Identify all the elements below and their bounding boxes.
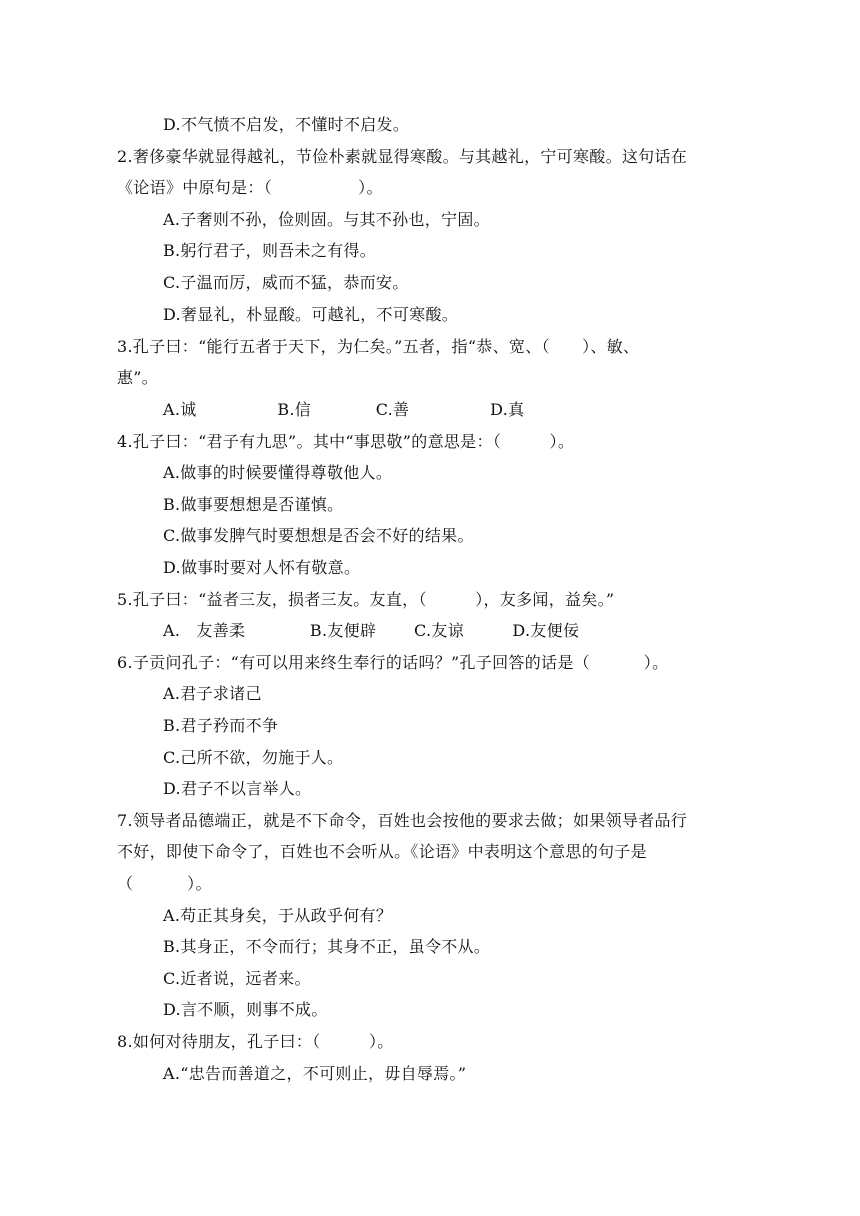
- option-7-c: C.近者说，远者来。: [163, 969, 311, 988]
- option-7-a: A.苟正其身矣，于从政乎何有？: [163, 906, 393, 925]
- option-6-c: C.己所不欲，勿施于人。: [163, 748, 344, 767]
- option-2-b: B.躬行君子，则吾未之有得。: [163, 241, 377, 260]
- question-7: 7.领导者品德端正，就是不下命令，百姓也会按他的要求去做；如果领导者品行: [117, 811, 688, 830]
- option-7-b: B.其身正，不令而行；其身不正，虽令不从。: [163, 937, 491, 956]
- option-8-a: A.“忠告而善道之，不可则止，毋自辱焉。”: [163, 1064, 467, 1083]
- option-7-d: D.言不顺，则事不成。: [163, 1000, 328, 1019]
- question-2: 2.奢侈豪华就显得越礼，节俭朴素就显得寒酸。与其越礼，宁可寒酸。这句话在: [117, 147, 688, 166]
- option-2-d: D.奢显礼，朴显酸。可越礼，不可寒酸。: [163, 305, 459, 324]
- question-2-continued: 《论语》中原句是：（ ）。: [117, 178, 383, 197]
- question-6: 6.子贡问孔子：“有可以用来终生奉行的话吗？”孔子回答的话是（ ）。: [117, 653, 669, 672]
- options-3: A.诚 B.信 C.善 D.真: [163, 400, 525, 419]
- option-2-a: A.子奢则不孙，俭则固。与其不孙也，宁固。: [163, 210, 490, 229]
- question-5: 5.孔子曰：“益者三友，损者三友。友直，（ ），友多闻，益矣。”: [117, 590, 615, 609]
- option-4-a: A.做事的时候要懂得尊敬他人。: [163, 463, 393, 482]
- question-7-continued-2: （ ）。: [117, 874, 212, 893]
- question-3-continued: 惠”。: [117, 368, 159, 387]
- option-6-d: D.君子不以言举人。: [163, 779, 312, 798]
- option-4-b: B.做事要想想是否谨慎。: [163, 495, 344, 514]
- option-2-c: C.子温而厉，威而不猛，恭而安。: [163, 273, 409, 292]
- option-4-c: C.做事发脾气时要想想是否会不好的结果。: [163, 526, 474, 545]
- option-6-a: A.君子求诸己: [163, 684, 262, 703]
- question-3: 3.孔子曰：“能行五者于天下，为仁矣。”五者，指“恭、宽、（ ）、敏、: [117, 337, 640, 356]
- option-1-d: D.不气愤不启发，不懂时不启发。: [163, 115, 410, 134]
- question-8: 8.如何对待朋友，孔子曰：（ ）。: [117, 1032, 394, 1051]
- options-5: A. 友善柔 B.友便辟 C.友谅 D.友便佞: [163, 621, 580, 640]
- option-6-b: B.君子矜而不争: [163, 716, 279, 735]
- question-7-continued-1: 不好，即使下命令了，百姓也不会听从。《论语》中表明这个意思的句子是: [117, 842, 647, 861]
- question-4: 4.孔子曰：“君子有九思”。其中“事思敬”的意思是：（ ）。: [117, 432, 575, 451]
- option-4-d: D.做事时要对人怀有敬意。: [163, 558, 361, 577]
